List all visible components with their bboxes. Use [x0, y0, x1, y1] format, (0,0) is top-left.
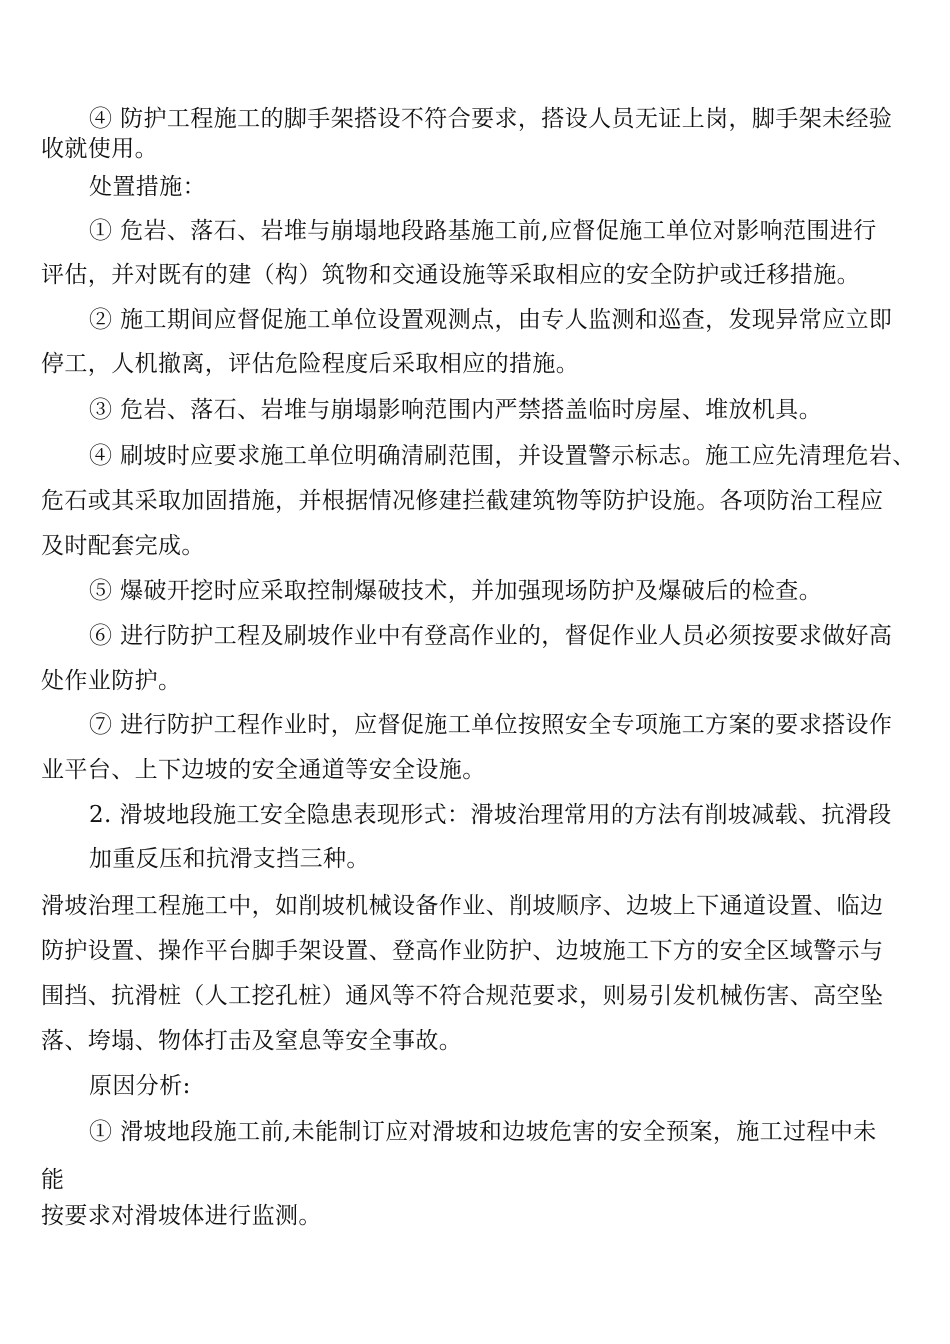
paragraph-line: ⑤ 爆破开挖时应采取控制爆破技术，并加强现场防护及爆破后的检查。: [89, 578, 823, 604]
paragraph-line: 处作业防护。: [41, 668, 182, 694]
paragraph-line: ④ 防护工程施工的脚手架搭设不符合要求，搭设人员无证上岗，脚手架未经验: [89, 106, 893, 132]
paragraph-line: 评估，并对既有的建（构）筑物和交通设施等采取相应的安全防护或迁移措施。: [41, 262, 860, 288]
paragraph-line: 业平台、上下边坡的安全通道等安全设施。: [41, 757, 486, 783]
paragraph-line: 能: [41, 1167, 65, 1193]
paragraph-line: 按要求对滑坡体进行监测。: [41, 1203, 322, 1229]
paragraph-line: 滑坡治理工程施工中，如削坡机械设备作业、削坡顺序、边坡上下通道设置、临边: [41, 893, 884, 919]
paragraph-line: 围挡、抗滑桩（人工挖孔桩）通风等不符合规范要求，则易引发机械伤害、高空坠: [41, 983, 884, 1009]
paragraph-line: 停工，人机撤离，评估危险程度后采取相应的措施。: [41, 351, 580, 377]
paragraph-line: 及时配套完成。: [41, 533, 205, 559]
paragraph-line: ⑦ 进行防护工程作业时，应督促施工单位按照安全专项施工方案的要求搭设作: [89, 712, 893, 738]
section-heading: 处置措施：: [89, 174, 206, 200]
paragraph-line: 防护设置、操作平台脚手架设置、登高作业防护、边坡施工下方的安全区域警示与: [41, 938, 884, 964]
paragraph-line: ② 施工期间应督促施工单位设置观测点，由专人监测和巡查，发现异常应立即: [89, 307, 893, 333]
paragraph-line: 加重反压和抗滑支挡三种。: [89, 846, 370, 872]
paragraph-line: ③ 危岩、落石、岩堆与崩塌影响范围内严禁搭盖临时房屋、堆放机具。: [89, 397, 823, 423]
paragraph-line: 落、垮塌、物体打击及窒息等安全事故。: [41, 1028, 463, 1054]
paragraph-line: ① 滑坡地段施工前,未能制订应对滑坡和边坡危害的安全预案，施工过程中未: [89, 1119, 877, 1145]
paragraph-line: ④ 刷坡时应要求施工单位明确清刷范围，并设置警示标志。施工应先清理危岩、: [89, 443, 916, 469]
paragraph-line: 2. 滑坡地段施工安全隐患表现形式：滑坡治理常用的方法有削坡减载、抗滑段: [89, 802, 892, 828]
section-heading: 原因分析:: [89, 1073, 191, 1099]
paragraph-line: 收就使用。: [41, 136, 158, 162]
paragraph-line: ① 危岩、落石、岩堆与崩塌地段路基施工前,应督促施工单位对影响范围进行: [89, 218, 877, 244]
paragraph-line: ⑥ 进行防护工程及刷坡作业中有登高作业的，督促作业人员必须按要求做好高: [89, 623, 893, 649]
paragraph-line: 危石或其采取加固措施，并根据情况修建拦截建筑物等防护设施。各项防治工程应: [41, 488, 884, 514]
